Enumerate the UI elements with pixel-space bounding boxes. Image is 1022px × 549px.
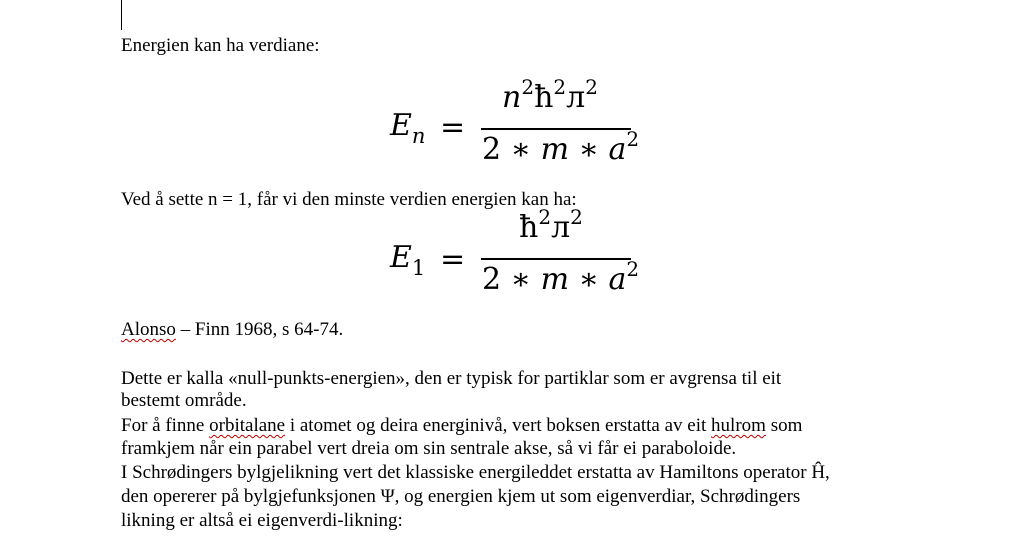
formula2-den-exp: 2 <box>626 257 640 281</box>
formula2-numerator <box>519 205 583 245</box>
paragraph-line-6: den opererer på bylgjefunksjonen Ψ, og energien kjem ut som eigenverdiar, Schrødingers <box>121 486 801 507</box>
formula1-num-exp-2: 2 <box>553 75 567 99</box>
spell-word-orbitalane: orbitalane <box>209 415 286 436</box>
formula2-den-two: 2 <box>482 262 502 297</box>
paragraph-line-7: likning er altså ei eigenverdi-likning: <box>121 510 403 531</box>
paragraph-line-3-mid: i atomet og deira energinivå, vert boksen erstatta av eit <box>285 415 712 436</box>
formula2-lhs-subscript: 1 <box>411 256 426 280</box>
formula1-lhs-subscript: n <box>411 124 426 148</box>
spell-word-hulrom: hulrom <box>711 415 766 436</box>
paragraph-line-5: I Schrødingers bylgjelikning vert det klassiske energileddet erstatta av Hamiltons operator Ĥ, <box>121 462 830 483</box>
citation <box>121 318 343 341</box>
paragraph-line-3-pre: For å finne <box>121 415 210 436</box>
formula1-denominator <box>482 127 640 167</box>
formula1-numerator <box>502 75 598 115</box>
formula2-lhs <box>390 240 426 280</box>
paragraph-line-3 <box>121 414 802 437</box>
formula2-den-op1: ∗ <box>510 262 532 297</box>
formula1-num-exp-3: 2 <box>585 75 598 99</box>
formula1-den-m: m <box>540 132 570 167</box>
formula2-num-hbar: ħ <box>519 210 539 245</box>
formula2-fraction-bar <box>481 258 631 260</box>
n-equals-one-text: Ved å sette n = 1, får vi den minste verdien energien kan ha: <box>121 189 577 210</box>
paragraph-line-2: bestemt område. <box>121 390 247 411</box>
formula1-den-a: a <box>608 132 627 167</box>
formula2-equals: = <box>440 242 466 277</box>
formula1-fraction-bar <box>481 128 631 130</box>
citation-author: Alonso <box>121 319 176 340</box>
text-cursor <box>121 0 122 30</box>
formula2-den-a: a <box>608 262 627 297</box>
paragraph-line-4: framkjem når ein parabel vert dreia om sin sentrale akse, så vi får ei paraboloide. <box>121 438 737 459</box>
formula1-num-hbar: ħ <box>534 80 554 115</box>
formula1-den-op1: ∗ <box>510 132 532 167</box>
formula2-den-op2: ∗ <box>578 262 599 297</box>
formula1-num-pi: л <box>566 80 586 115</box>
formula2-lhs-symbol: E <box>390 240 412 275</box>
intro-text: Energien kan ha verdiane: <box>121 35 320 56</box>
formula2-num-exp-1: 2 <box>538 205 552 229</box>
paragraph-line-3-post: som <box>765 415 803 436</box>
formula2-num-exp-2: 2 <box>570 205 583 229</box>
formula1-lhs <box>390 108 426 148</box>
formula2-num-pi: л <box>551 210 571 245</box>
formula1-den-two: 2 <box>482 132 502 167</box>
formula2-den-m: m <box>540 262 570 297</box>
formula1-num-n: n <box>502 80 522 115</box>
formula1-den-op2: ∗ <box>578 132 599 167</box>
formula1-den-exp: 2 <box>626 127 640 151</box>
citation-rest: – Finn 1968, s 64-74. <box>175 319 344 340</box>
formula1-num-exp-1: 2 <box>521 75 535 99</box>
formula1-lhs-symbol: E <box>390 108 412 143</box>
formula1-equals: = <box>440 110 466 145</box>
formula2-denominator <box>482 257 640 297</box>
paragraph-line-1: Dette er kalla «null-punkts-energien», den er typisk for partiklar som er avgrensa til eit <box>121 368 782 389</box>
